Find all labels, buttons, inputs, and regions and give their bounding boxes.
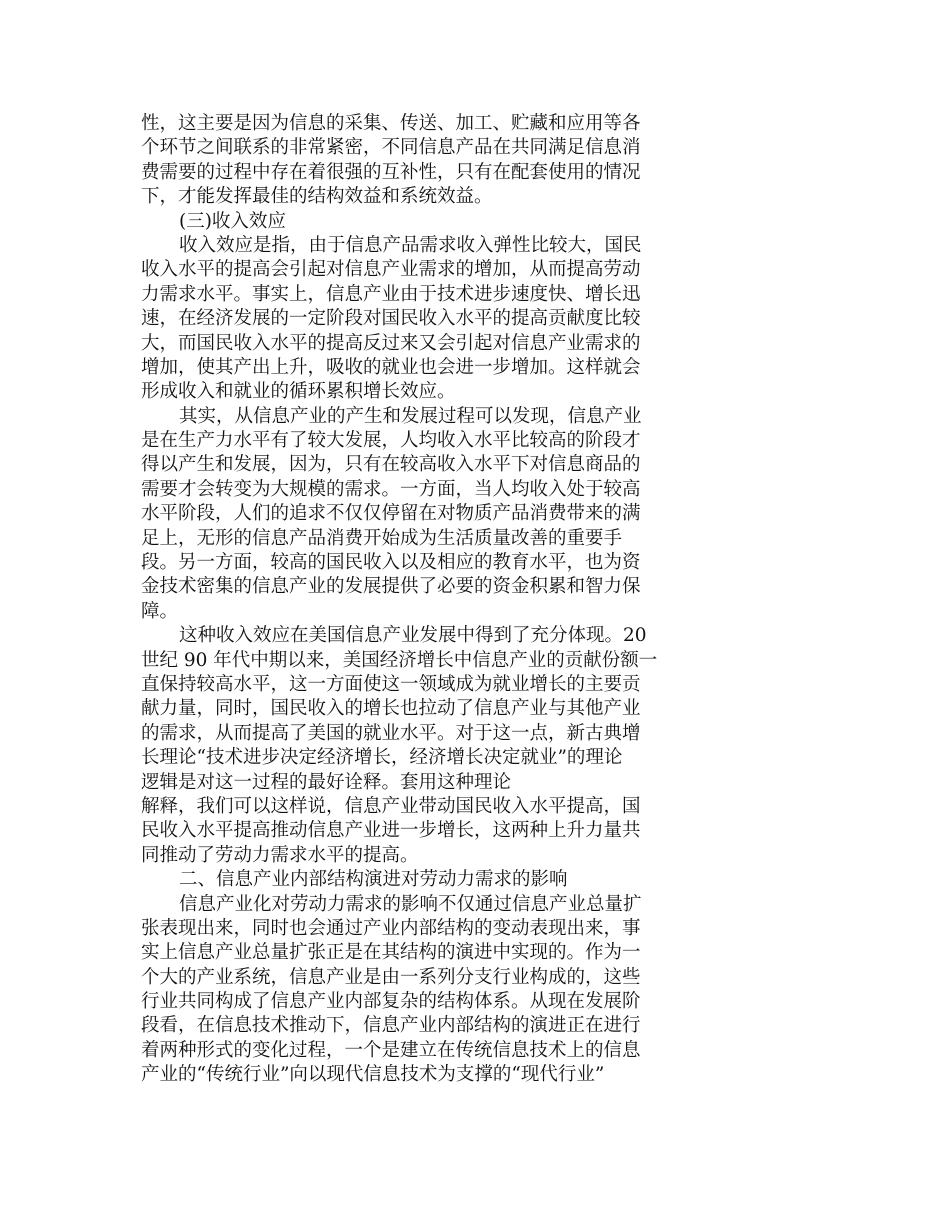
text-line: 段。另一方面，较高的国民收入以及相应的教育水平，也为资 — [141, 552, 641, 574]
text-line: 逻辑是对这一过程的最好诠释。套用这种理论 — [141, 771, 512, 793]
text-line: 世纪 90 年代中期以来，美国经济增长中信息产业的贡献份额一 — [141, 649, 658, 671]
text-line: 力需求水平。事实上，信息产业由于技术进步速度快、增长迅 — [141, 283, 641, 305]
text-line: 解释，我们可以这样说，信息产业带动国民收入水平提高，国 — [141, 795, 641, 817]
text-line: 足上，无形的信息产品消费开始成为生活质量改善的重要手 — [141, 527, 623, 549]
text-line: 速，在经济发展的一定阶段对国民收入水平的提高贡献度比较 — [141, 308, 641, 330]
text-line: 水平阶段，人们的追求不仅仅停留在对物质产品消费带来的满 — [141, 503, 641, 525]
text-line: 这种收入效应在美国信息产业发展中得到了充分体现。20 — [179, 625, 647, 647]
text-line: 收入水平的提高会引起对信息产业需求的增加，从而提高劳动 — [141, 259, 641, 281]
text-line: (三)收入效应 — [179, 210, 286, 232]
text-line: 二、信息产业内部结构演进对劳动力需求的影响 — [179, 869, 568, 891]
document-body — [141, 112, 741, 1088]
text-line: 得以产生和发展，因为，只有在较高收入水平下对信息商品的 — [141, 454, 641, 476]
text-line: 增加，使其产出上升，吸收的就业也会进一步增加。这样就会 — [141, 356, 641, 378]
text-line: 金技术密集的信息产业的发展提供了必要的资金积累和智力保 — [141, 576, 641, 598]
text-line: 需要才会转变为大规模的需求。一方面，当人均收入处于较高 — [141, 478, 641, 500]
text-line: 的需求，从而提高了美国的就业水平。对于这一点，新古典增 — [141, 722, 641, 744]
text-line: 段看，在信息技术推动下，信息产业内部结构的演进正在进行 — [141, 1015, 641, 1037]
text-line: 个环节之间联系的非常紧密，不同信息产品在共同满足信息消 — [141, 137, 641, 159]
text-line: 信息产业化对劳动力需求的影响不仅通过信息产业总量扩 — [179, 893, 642, 915]
text-line: 着两种形式的变化过程，一个是建立在传统信息技术上的信息 — [141, 1039, 641, 1061]
text-line: 献力量，同时，国民收入的增长也拉动了信息产业与其他产业 — [141, 698, 641, 720]
text-line: 直保持较高水平，这一方面使这一领域成为就业增长的主要贡 — [141, 673, 641, 695]
text-line: 大，而国民收入水平的提高反过来又会引起对信息产业需求的 — [141, 332, 641, 354]
text-line: 费需要的过程中存在着很强的互补性，只有在配套使用的情况 — [141, 161, 641, 183]
text-line: 其实，从信息产业的产生和发展过程可以发现，信息产业 — [179, 405, 642, 427]
text-line: 是在生产力水平有了较大发展，人均收入水平比较高的阶段才 — [141, 430, 641, 452]
text-line: 实上信息产业总量扩张正是在其结构的演进中实现的。作为一 — [141, 942, 641, 964]
text-line: 形成收入和就业的循环累积增长效应。 — [141, 381, 456, 403]
text-line: 张表现出来，同时也会通过产业内部结构的变动表现出来，事 — [141, 917, 641, 939]
text-line: 个大的产业系统，信息产业是由一系列分支行业构成的，这些 — [141, 966, 641, 988]
text-line: 民收入水平提高推动信息产业进一步增长，这两种上升力量共 — [141, 820, 641, 842]
text-line: 下，才能发挥最佳的结构效益和系统效益。 — [141, 186, 493, 208]
text-line: 产业的“传统行业”向以现代信息技术为支撑的“现代行业” — [141, 1064, 605, 1086]
text-line: 行业共同构成了信息产业内部复杂的结构体系。从现在发展阶 — [141, 991, 641, 1013]
text-line: 收入效应是指，由于信息产品需求收入弹性比较大，国民 — [179, 234, 642, 256]
text-line: 同推动了劳动力需求水平的提高。 — [141, 844, 419, 866]
text-line: 长理论“技术进步决定经济增长，经济增长决定就业”的理论 — [141, 747, 623, 769]
text-line: 性，这主要是因为信息的采集、传送、加工、贮藏和应用等各 — [141, 113, 641, 134]
text-line: 障。 — [141, 600, 179, 622]
